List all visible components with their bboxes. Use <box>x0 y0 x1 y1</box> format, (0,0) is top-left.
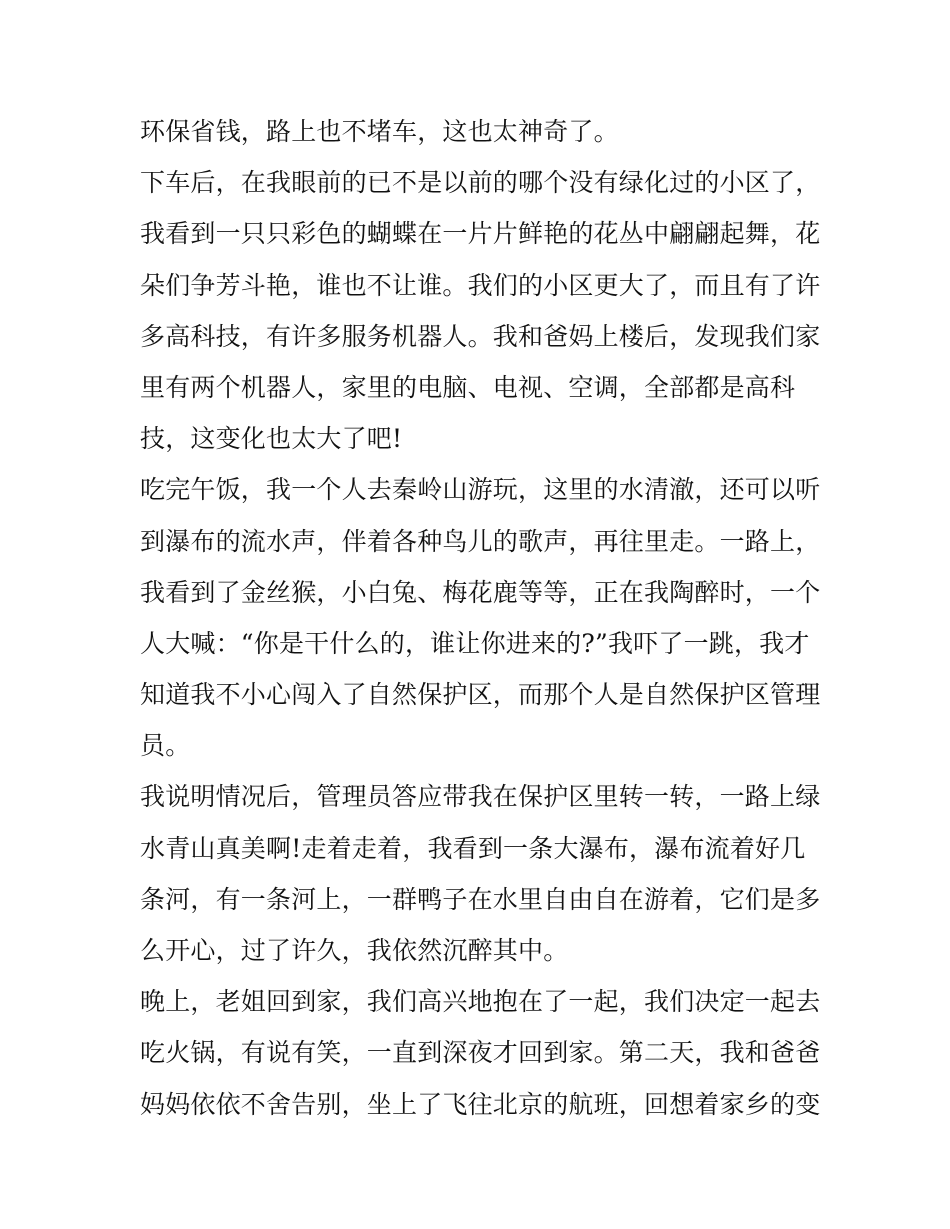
text-line: 下车后，在我眼前的已不是以前的哪个没有绿化过的小区了， <box>140 168 820 198</box>
text-line: 我看到一只只彩色的蝴蝶在一片片鲜艳的花丛中翩翩起舞，花 <box>140 219 820 249</box>
text-line: 吃完午饭，我一个人去秦岭山游玩，这里的水清澈，还可以听 <box>140 475 820 505</box>
text-line: 员。 <box>140 731 191 761</box>
text-line: 我看到了金丝猴，小白兔、梅花鹿等等，正在我陶醉时，一个 <box>140 577 820 607</box>
text-line: 晚上，老姐回到家，我们高兴地抱在了一起，我们决定一起去 <box>140 987 820 1017</box>
text-line: 么开心，过了许久，我依然沉醉其中。 <box>140 936 569 965</box>
text-line: 朵们争芳斗艳，谁也不让谁。我们的小区更大了，而且有了许 <box>140 270 820 300</box>
text-line: 吃火锅，有说有笑，一直到深夜才回到家。第二天，我和爸爸 <box>140 1038 820 1068</box>
text-line: 到瀑布的流水声，伴着各种鸟儿的歌声，再往里走。一路上， <box>140 526 820 556</box>
text-line: 里有两个机器人，家里的电脑、电视、空调，全部都是高科 <box>140 372 796 402</box>
essay-text <box>140 106 820 1130</box>
text-line: 妈妈依依不舍告别，坐上了飞往北京的航班，回想着家乡的变 <box>140 1089 820 1119</box>
text-line: 条河，有一条河上，一群鸭子在水里自由自在游着，它们是多 <box>140 884 820 914</box>
text-line: 人大喊：“你是干什么的，谁让你进来的?”我吓了一跳，我才 <box>140 628 810 658</box>
text-line: 技，这变化也太大了吧! <box>140 424 403 454</box>
text-line: 知道我不小心闯入了自然保护区，而那个人是自然保护区管理 <box>140 680 820 710</box>
text-line: 环保省钱，路上也不堵车，这也太神奇了。 <box>140 117 619 146</box>
text-line: 我说明情况后，管理员答应带我在保护区里转一转，一路上绿 <box>140 782 820 812</box>
text-line: 水青山真美啊!走着走着，我看到一条大瀑布，瀑布流着好几 <box>140 833 806 863</box>
text-line: 多高科技，有许多服务机器人。我和爸妈上楼后，发现我们家 <box>140 321 820 351</box>
